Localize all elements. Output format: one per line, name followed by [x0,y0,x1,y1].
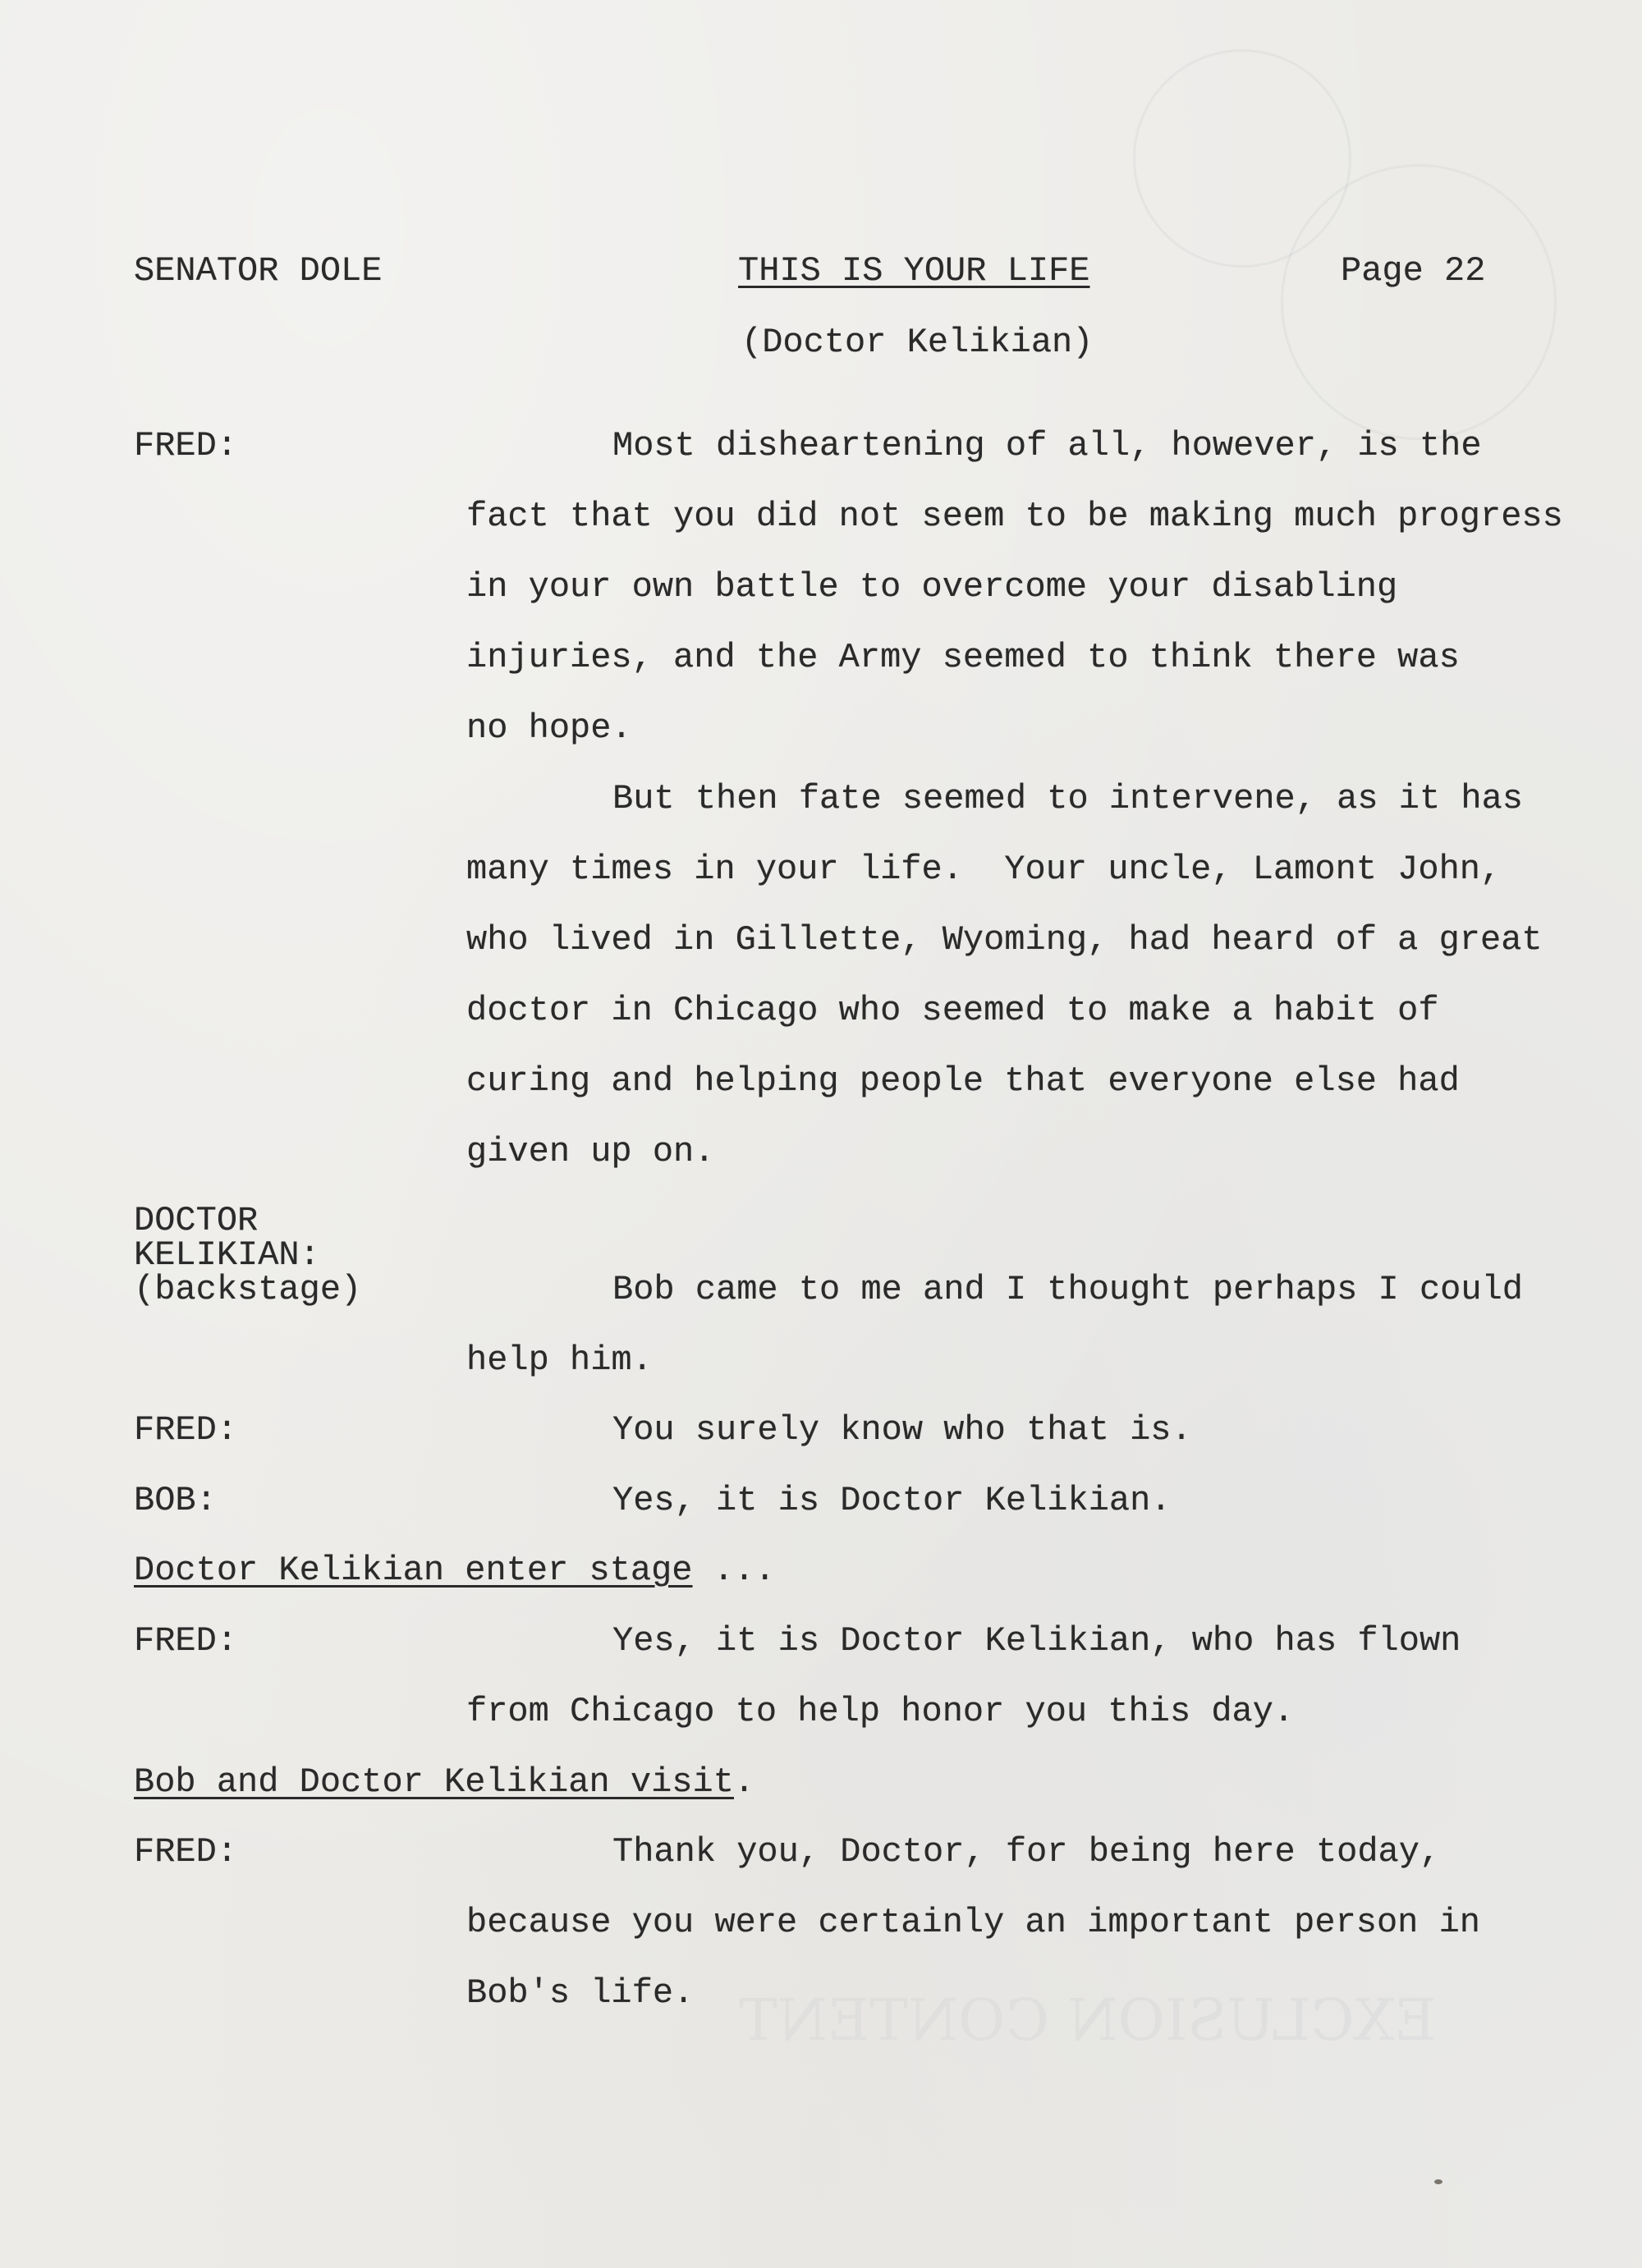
bleed-through-text: EXCLUSION CONTENT [739,1986,1437,2054]
dialogue-line: But then fate seemed to intervene, as it has [612,779,1523,818]
dialogue-line: because you were certainly an important person in [466,1903,1481,1942]
paper-speck [1434,2179,1442,2184]
dialogue-line: Thank you, Doctor, for being here today, [612,1832,1441,1872]
document-title: THIS IS YOUR LIFE [738,251,1090,291]
dialogue-line: in your own battle to overcome your disabling [466,567,1398,607]
dialogue-line: Yes, it is Doctor Kelikian. [612,1481,1172,1520]
stage-direction-text: Bob and Doctor Kelikian visit [134,1762,734,1802]
speaker-direction: (backstage) [134,1270,362,1309]
dialogue-line: Bob's life. [466,1973,695,2013]
dialogue-line: Bob came to me and I thought perhaps I could [612,1270,1523,1309]
dialogue-line: given up on. [466,1132,715,1171]
dialogue-line: curing and helping people that everyone else had [466,1061,1460,1101]
page-number: Page 22 [1341,251,1486,291]
speaker-label: FRED: [134,426,238,465]
bleed-through-stamp-circle [1281,164,1557,440]
stage-direction [134,1550,775,1591]
speaker-label: FRED: [134,1621,238,1661]
dialogue-line: from Chicago to help honor you this day. [466,1692,1295,1731]
dialogue-line: who lived in Gillette, Wyoming, had heard of a great [466,920,1543,960]
speaker-label: FRED: [134,1410,238,1450]
speaker-label: KELIKIAN: [134,1235,320,1275]
dialogue-line: many times in your life. Your uncle, Lamont John, [466,850,1502,889]
dialogue-line: fact that you did not seem to be making much progress [466,497,1563,536]
speaker-label: DOCTOR [134,1201,259,1240]
dialogue-line: Most disheartening of all, however, is the [612,426,1482,465]
speaker-label: FRED: [134,1832,238,1872]
dialogue-line: injuries, and the Army seemed to think there was [466,638,1460,677]
stage-direction-suffix: ... [692,1551,776,1590]
stage-direction-text: Doctor Kelikian enter stage [134,1551,693,1590]
dialogue-line: no hope. [466,708,632,748]
dialogue-line: doctor in Chicago who seemed to make a habit of [466,991,1439,1030]
dialogue-line: help him. [466,1340,653,1380]
dialogue-line: Yes, it is Doctor Kelikian, who has flown [612,1621,1461,1661]
stage-direction [134,1762,754,1803]
header-left: SENATOR DOLE [134,251,383,291]
speaker-label: BOB: [134,1481,217,1520]
stage-direction-suffix: . [733,1762,755,1802]
document-subtitle: (Doctor Kelikian) [741,323,1094,362]
dialogue-line: You surely know who that is. [612,1410,1192,1450]
